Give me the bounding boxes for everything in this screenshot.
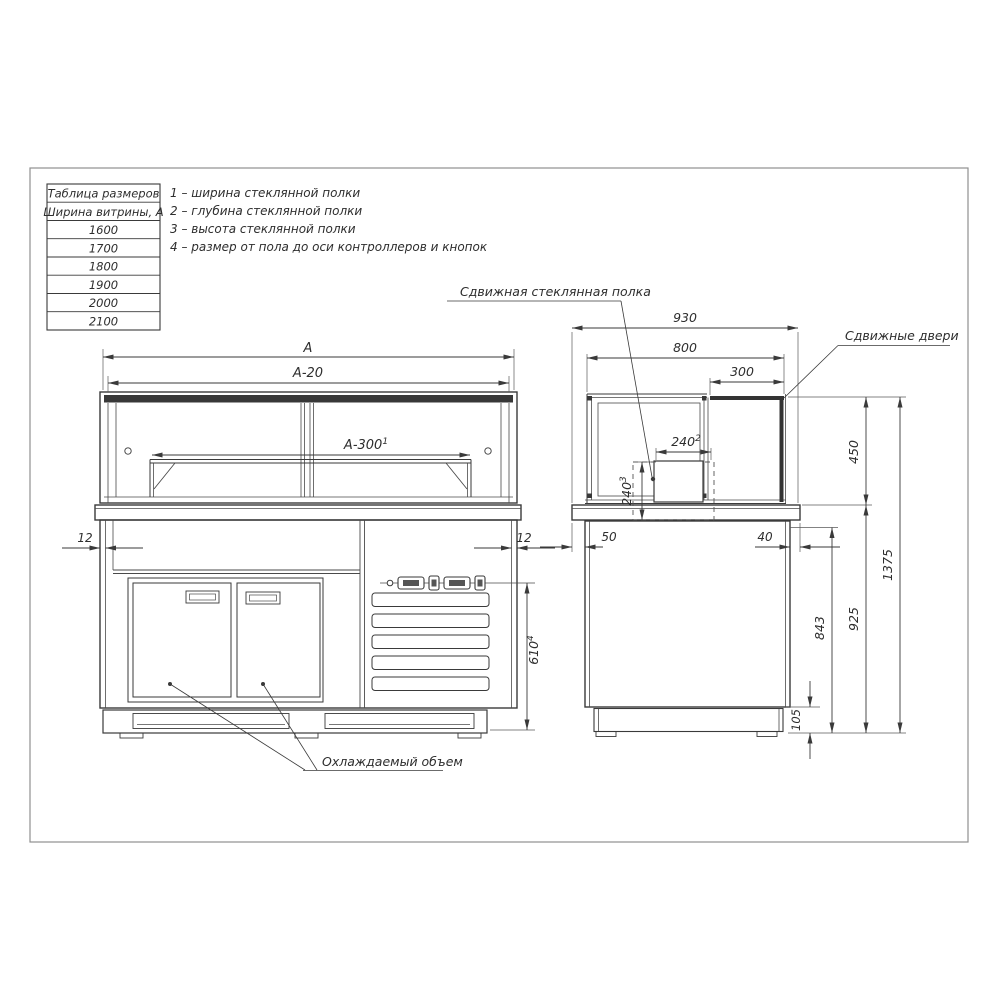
table-row: 2100 <box>88 314 119 329</box>
table-row: 1700 <box>88 241 119 256</box>
legend-item-1: 1 – ширина стеклянной полки <box>170 186 361 200</box>
dim-shelf-depth <box>656 434 711 460</box>
side-view <box>447 284 959 759</box>
door-left <box>133 583 231 697</box>
dim-label: 12 <box>516 531 532 545</box>
dim-wall-right <box>474 531 555 548</box>
sliding-doors-label: Сдвижные двери <box>845 328 959 343</box>
size-table-title: Таблица размеров <box>47 186 160 201</box>
legend <box>170 186 488 254</box>
indicator-lamp-icon <box>387 580 393 586</box>
table-row: 1600 <box>88 223 119 237</box>
dim-label: $240^3$ <box>619 476 634 506</box>
dim-shelf-width <box>152 437 470 455</box>
canopy-bar <box>104 395 513 403</box>
countertop-side <box>572 505 800 520</box>
legend-item-4: 4 – размер от пола до оси контроллеров и кнопок <box>170 240 488 254</box>
sliding-shelf-label: Сдвижная стеклянная полка <box>460 284 651 299</box>
legend-item-3: 3 – высота стеклянной полки <box>170 222 356 236</box>
dim-label: $240^2$ <box>671 434 701 449</box>
dim-vertical-stack <box>786 397 906 759</box>
screw-icon <box>125 448 131 454</box>
legend-item-2: 2 – глубина стеклянной полки <box>170 204 363 218</box>
dim-label: А <box>303 341 313 356</box>
countertop-front <box>95 505 521 520</box>
ventilation-grille <box>372 593 489 691</box>
glass-shelf-front <box>150 460 471 498</box>
door-handle <box>186 591 219 603</box>
dim-label: 300 <box>730 364 754 379</box>
dim-label: 12 <box>77 531 93 545</box>
size-table <box>43 184 163 330</box>
dim-shelf-height <box>619 462 656 520</box>
dim-label: 800 <box>673 340 697 355</box>
dim-doors-300 <box>710 364 784 395</box>
plinth-front <box>103 710 487 738</box>
table-row: 1800 <box>88 259 119 274</box>
dim-label: 930 <box>673 310 697 325</box>
table-row: 2000 <box>88 296 119 310</box>
screw-icon <box>485 448 491 454</box>
glass-shelf-side <box>633 461 714 520</box>
dim-label: А-20 <box>292 366 324 381</box>
dim-wall-left <box>62 531 143 548</box>
dim-label: $610^4$ <box>526 635 541 665</box>
dim-label: 1375 <box>880 549 895 581</box>
dim-label: 843 <box>812 616 827 640</box>
dim-label: 105 <box>789 709 803 731</box>
controller-display <box>449 580 465 586</box>
controller-display <box>403 580 419 586</box>
dim-width-a20 <box>108 366 509 392</box>
callout-cooled-volume <box>168 682 463 771</box>
cooled-volume-label: Охлаждаемый объем <box>322 754 463 769</box>
dim-label: $А-300^1$ <box>343 437 389 453</box>
callout-sliding-doors <box>784 328 959 398</box>
size-table-subtitle: Ширина витрины, А <box>43 204 164 219</box>
door-handle <box>246 592 280 604</box>
dim-label: 925 <box>846 607 861 631</box>
front-view <box>62 341 555 771</box>
dim-label: 40 <box>757 530 773 544</box>
plinth-side <box>594 709 783 737</box>
cabinet-side <box>585 521 790 707</box>
dim-label: 50 <box>601 530 617 544</box>
dim-depth-800 <box>587 340 784 394</box>
dim-label: 450 <box>846 440 861 464</box>
table-row: 1900 <box>88 277 119 292</box>
